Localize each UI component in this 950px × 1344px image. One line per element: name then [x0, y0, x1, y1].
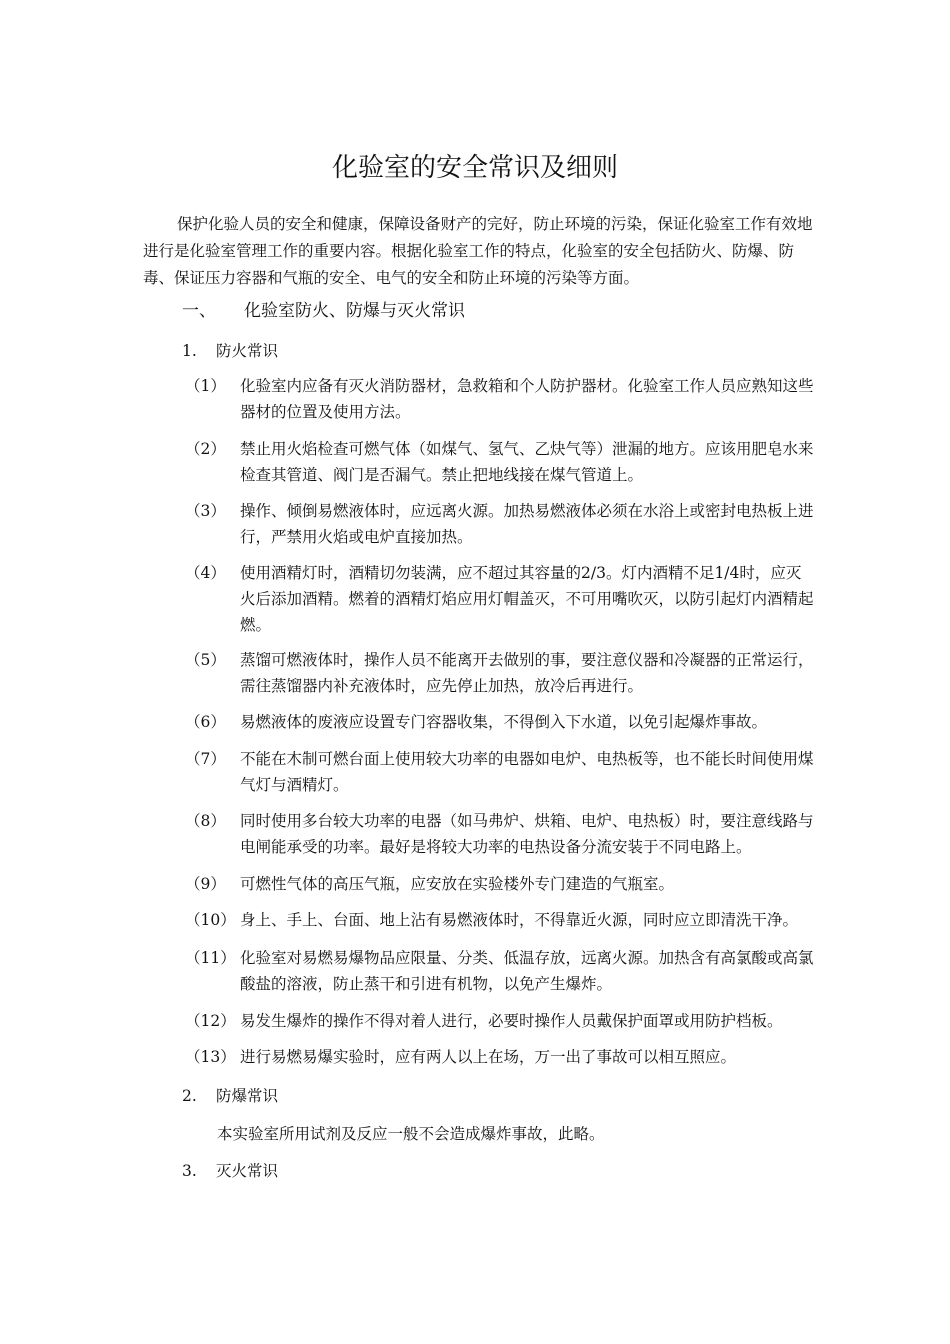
list-item — [185, 871, 815, 897]
intro-paragraph: 保护化验人员的安全和健康，保障设备财产的完好，防止环境的污染，保证化验室工作有效地进行是化验室管理工作的重要内容。根据化验室工作的特点，化验室的安全包括防火、防爆、防毒、保证压力容器和气瓶的安全、电气的安全和防止环境的污染等方面。 — [143, 215, 813, 287]
item-number: （9） — [185, 875, 226, 893]
item-number: （7） — [185, 750, 226, 768]
item-number: （11） — [185, 949, 236, 967]
subheading-fire-prevention — [182, 338, 278, 364]
list-item — [185, 1008, 815, 1034]
subheading-number: 1. — [182, 342, 197, 360]
item-text: 禁止用火焰检查可燃气体（如煤气、氢气、乙炔气等）泄漏的地方。应该用肥皂水来检查其管道、阀门是否漏气。禁止把地线接在煤气管道上。 — [240, 440, 814, 484]
subheading-number: 2. — [182, 1087, 197, 1105]
item-text: 不能在木制可燃台面上使用较大功率的电器如电炉、电热板等，也不能长时间使用煤气灯与酒精灯。 — [240, 750, 814, 794]
section-number: 一、 — [182, 301, 216, 321]
item-text: 易发生爆炸的操作不得对着人进行，必要时操作人员戴保护面罩或用防护档板。 — [240, 1012, 783, 1030]
list-item — [185, 647, 815, 699]
section-label: 化验室防火、防爆与灭火常识 — [244, 301, 465, 321]
item-text: 使用酒精灯时，酒精切勿装满，应不超过其容量的2/3。灯内酒精不足1/4时，应灭火后添加酒精。燃着的酒精灯焰应用灯帽盖灭，不可用嘴吹灭，以防引起灯内酒精起燃。 — [240, 564, 814, 634]
item-number: （4） — [185, 564, 226, 582]
item-number: （5） — [185, 651, 226, 669]
subheading-explosion-prevention — [182, 1083, 278, 1109]
item-text: 可燃性气体的高压气瓶，应安放在实验楼外专门建造的气瓶室。 — [240, 875, 675, 893]
item-text: 蒸馏可燃液体时，操作人员不能离开去做别的事，要注意仪器和冷凝器的正常运行，需往蒸馏器内补充液体时，应先停止加热，放冷后再进行。 — [240, 651, 814, 695]
item-text: 化验室对易燃易爆物品应限量、分类、低温存放，远离火源。加热含有高氯酸或高氯酸盐的溶液，防止蒸干和引进有机物，以免产生爆炸。 — [240, 949, 814, 993]
subheading-label: 防火常识 — [216, 342, 279, 360]
item-text: 进行易燃易爆实验时，应有两人以上在场，万一出了事故可以相互照应。 — [240, 1048, 737, 1066]
subheading-number: 3. — [182, 1162, 197, 1180]
item-text: 身上、手上、台面、地上沾有易燃液体时，不得靠近火源，同时应立即清洗干净。 — [240, 911, 799, 929]
list-item — [185, 373, 815, 425]
item-number: （1） — [185, 377, 226, 395]
item-number: （6） — [185, 713, 226, 731]
list-item — [185, 1044, 815, 1070]
item-number: （13） — [185, 1048, 236, 1066]
list-item — [185, 498, 815, 550]
item-text: 易燃液体的废液应设置专门容器收集，不得倒入下水道，以免引起爆炸事故。 — [240, 713, 768, 731]
item-number: （8） — [185, 812, 226, 830]
list-item — [185, 945, 815, 997]
subheading-label: 灭火常识 — [216, 1162, 279, 1180]
item-number: （3） — [185, 502, 226, 520]
item-number: （12） — [185, 1012, 236, 1030]
item-number: （10） — [185, 911, 236, 929]
section-heading-1 — [182, 298, 465, 324]
list-item — [185, 709, 815, 735]
list-item — [185, 436, 815, 488]
item-text: 化验室内应备有灭火消防器材，急救箱和个人防护器材。化验室工作人员应熟知这些器材的位置及使用方法。 — [240, 377, 814, 421]
item-text: 同时使用多台较大功率的电器（如马弗炉、烘箱、电炉、电热板）时，要注意线路与电闸能承受的功率。最好是将较大功率的电热设备分流安装于不同电路上。 — [240, 812, 814, 856]
list-item — [185, 746, 815, 798]
list-item — [185, 560, 815, 638]
explosion-note: 本实验室所用试剂及反应一般不会造成爆炸事故，此略。 — [217, 1125, 605, 1143]
page-title: 化验室的安全常识及细则 — [331, 153, 618, 183]
item-number: （2） — [185, 440, 226, 458]
subheading-label: 防爆常识 — [216, 1087, 279, 1105]
list-item — [185, 907, 815, 933]
subheading-fire-fighting — [182, 1158, 278, 1184]
item-text: 操作、倾倒易燃液体时，应远离火源。加热易燃液体必须在水浴上或密封电热板上进行，严禁用火焰或电炉直接加热。 — [240, 502, 814, 546]
list-item — [185, 808, 815, 860]
